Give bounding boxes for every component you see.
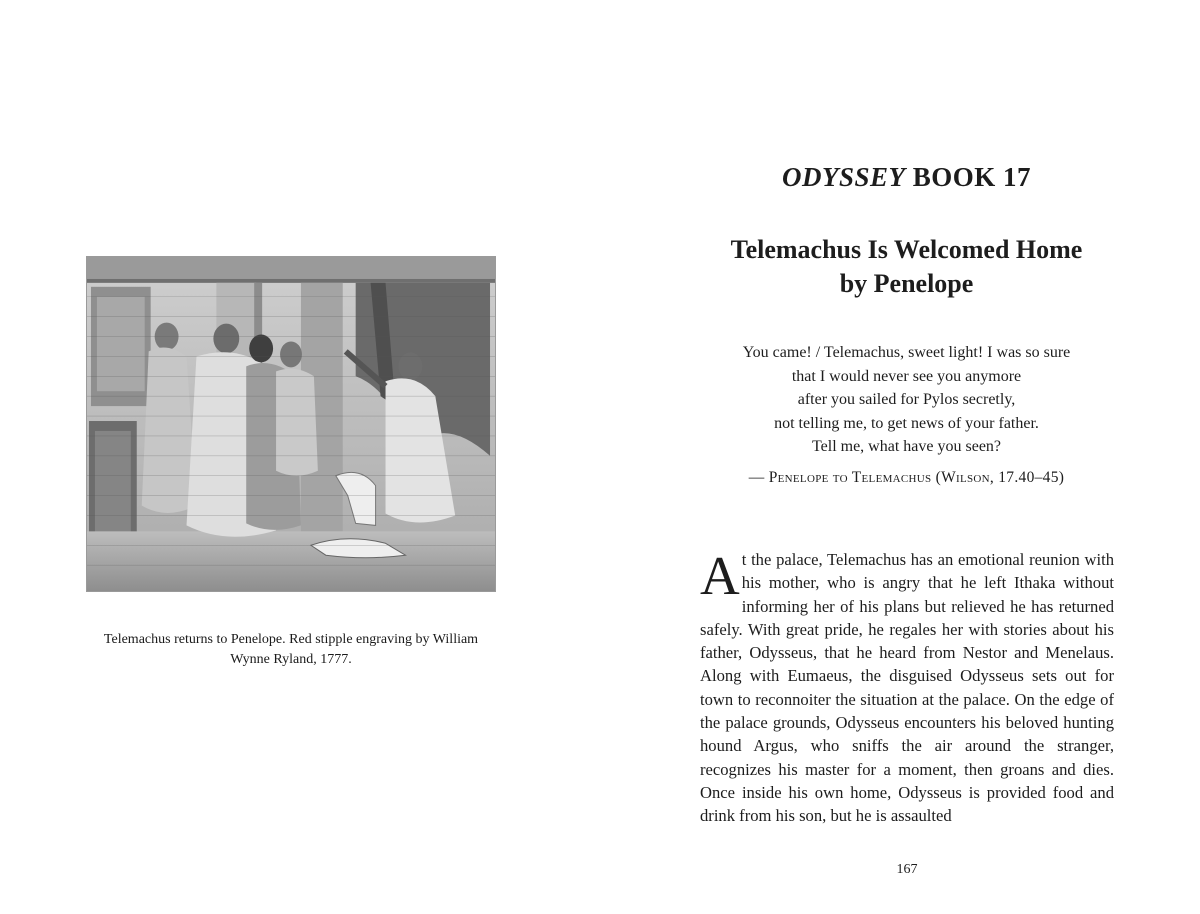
right-page [600,0,1200,914]
book-heading [700,162,1113,193]
engraving-image [87,257,495,591]
chapter-title-line: Telemachus Is Welcomed Home [730,235,1083,264]
epigraph-line: after you sailed for Pylos secretly, [797,391,1016,408]
engraving-illustration [86,256,496,592]
chapter-title-line: by Penelope [839,269,974,298]
drop-cap: A [700,545,740,606]
body-paragraph [700,545,1114,828]
book-heading-title: ODYSSEY [781,162,906,192]
body-text: t the palace, Telemachus has an emotional reunion with his mother, who is angry that he left Ithaka without informing her of his plans but relieved he has returned safely. With great pride, he regales her with stories about his father, Odysseus, that he heard from Nestor and Menelaus. Along with Eumaeus, the disguised Odysseus sets out for town to reconnoiter the situation at the palace. On the edge of the palace grounds, Odysseus encounters his beloved hunting hound Argus, who sniffs the air around the stranger, recognizes his master for a moment, then groans and dies. Once inside his own home, Odysseus is provided food and drink from his son, but he is assaulted [700,550,1114,826]
epigraph-line: Tell me, what have you seen? [811,438,1002,455]
epigraph-line: that I would never see you anymore [791,367,1022,385]
epigraph-attribution: — Penelope to Telemachus (Wilson, 17.40–45) [748,469,1065,486]
epigraph-line: not telling me, to get news of your father. [774,414,1039,432]
page-number: 167 [896,862,918,877]
epigraph-line: You came! / Telemachus, sweet light! I was so sure [742,344,1071,361]
chapter-title [700,233,1113,301]
book-heading-number: BOOK 17 [905,162,1032,192]
figure-caption: Telemachus returns to Penelope. Red stipple engraving by William Wynne Ryland, 1777. [103,632,479,667]
epigraph [700,341,1113,459]
